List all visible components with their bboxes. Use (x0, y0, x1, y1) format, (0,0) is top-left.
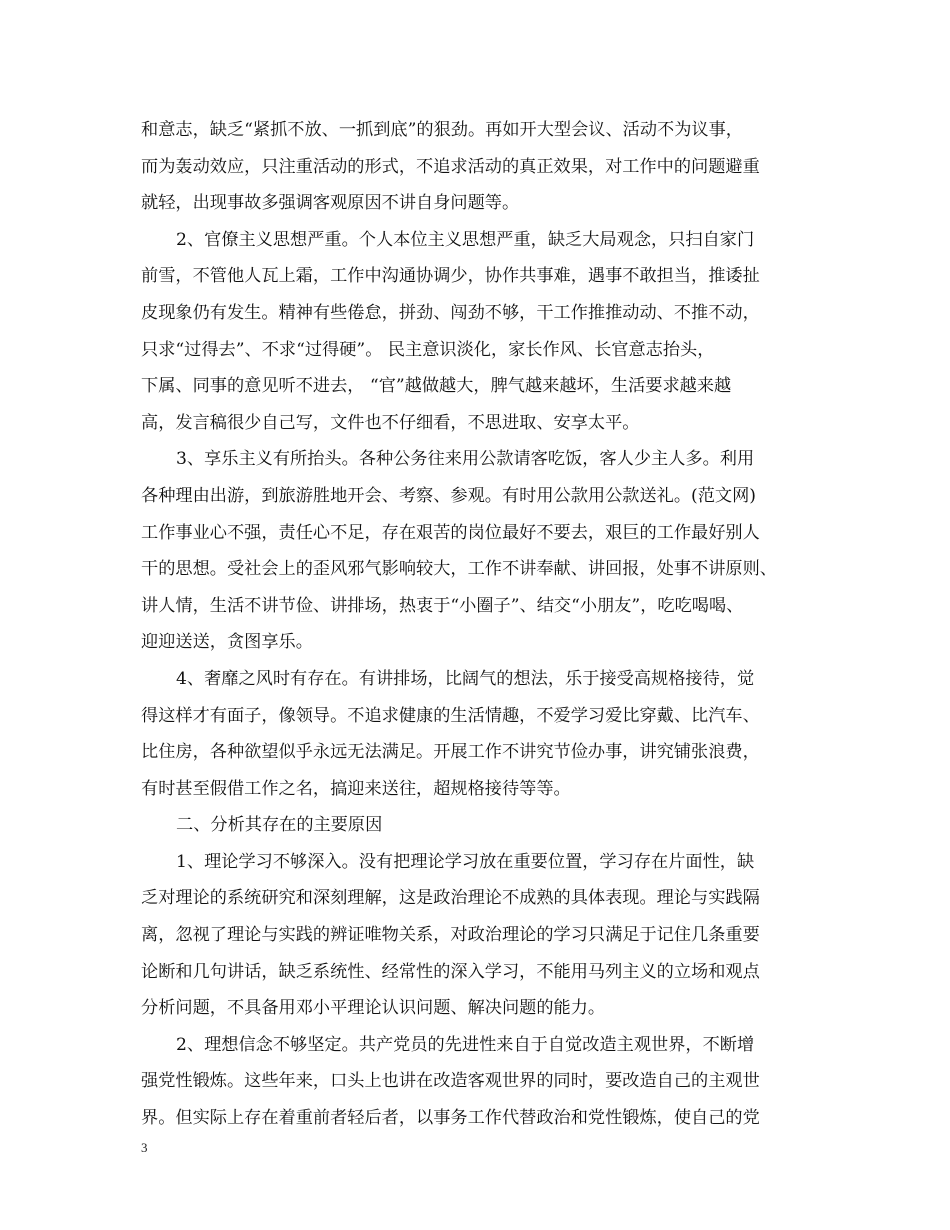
text-line: 2、官僚主义思想严重。个人本位主义思想严重，缺乏大局观念，只扫自家门 (176, 229, 755, 250)
text-line: 各种理由出游，到旅游胜地开会、考察、参观。有时用公款用公款送礼。(范文网) (141, 485, 756, 506)
text-line: 比住房，各种欲望似乎永远无法满足。开展工作不讲究节俭办事，讲究铺张浪费， (141, 742, 760, 763)
text-line: 3、享乐主义有所抬头。各种公务往来用公款请客吃饭，客人少主人多。利用 (176, 449, 755, 470)
text-line: 就轻，出现事故多强调客观原因不讲自身问题等。 (141, 193, 520, 214)
text-line: 工作事业心不强，责任心不足，存在艰苦的岗位最好不要去，艰巨的工作最好别人 (141, 522, 760, 543)
text-line: 只求“过得去”、不求“过得硬”。 民主意识淡化，家长作风、长官意志抬头， (141, 339, 715, 360)
body-text (141, 112, 841, 1137)
text-line: 而为轰动效应，只注重活动的形式，不追求活动的真正效果，对工作中的问题避重 (141, 156, 760, 177)
text-line: 得这样才有面子，像领导。不追求健康的生活情趣，不爱学习爱比穿戴、比汽车、 (141, 705, 760, 726)
text-line: 二、分析其存在的主要原因 (176, 815, 383, 836)
text-line: 界。但实际上存在着重前者轻后者，以事务工作代替政治和党性锻炼，使自己的党 (141, 1108, 760, 1129)
text-line: 讲人情，生活不讲节俭、讲排场，热衷于“小圈子”、结交“小朋友”，吃吃喝喝、 (141, 595, 744, 616)
text-line: 1、理论学习不够深入。没有把理论学习放在重要位置，学习存在片面性，缺 (176, 851, 755, 872)
text-line: 乏对理论的系统研究和深刻理解，这是政治理论不成熟的具体表现。理论与实践隔 (141, 888, 760, 909)
text-line: 有时甚至假借工作之名，搞迎来送往，超规格接待等等。 (141, 778, 571, 799)
text-line: 干的思想。受社会上的歪风邪气影响较大，工作不讲奉献、讲回报，处事不讲原则、 (141, 559, 777, 580)
text-line: 前雪，不管他人瓦上霜，工作中沟通协调少，协作共事难，遇事不敢担当，推诿扯 (141, 266, 760, 287)
text-line: 4、奢靡之风时有存在。有讲排场，比阔气的想法，乐于接受高规格接待，觉 (176, 668, 755, 689)
text-line: 离，忽视了理论与实践的辨证唯物关系，对政治理论的学习只满足于记住几条重要 (141, 925, 760, 946)
page-number: 3 (141, 1140, 148, 1155)
text-line: 迎迎送送，贪图享乐。 (141, 632, 313, 653)
text-line: 论断和几句讲话，缺乏系统性、经常性的深入学习，不能用马列主义的立场和观点 (141, 961, 760, 982)
text-line: 高，发言稿很少自己写，文件也不仔细看，不思进取、安享太平。 (141, 412, 640, 433)
text-line: 分析问题，不具备用邓小平理论认识问题、解决问题的能力。 (141, 998, 606, 1019)
text-line: 皮现象仍有发生。精神有些倦怠，拼劲、闯劲不够，干工作推推动动、不推不动， (141, 302, 760, 323)
text-line: 下属、同事的意见听不进去， “官”越做越大，脾气越来越坏，生活要求越来越 (141, 376, 732, 397)
text-line: 强党性锻炼。这些年来，口头上也讲在改造客观世界的同时，要改造自己的主观世 (141, 1071, 760, 1092)
text-line: 2、理想信念不够坚定。共产党员的先进性来自于自觉改造主观世界，不断增 (176, 1034, 755, 1055)
text-line: 和意志，缺乏“紧抓不放、一抓到底”的狠劲。再如开大型会议、活动不为议事， (141, 120, 743, 140)
